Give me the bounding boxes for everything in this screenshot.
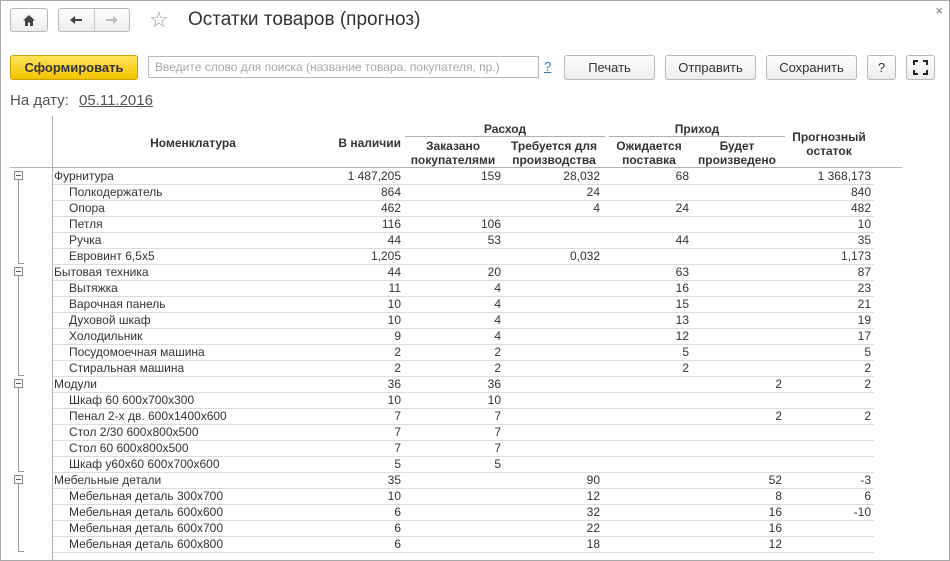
cell-required: 4 [593,201,600,215]
cell-ordered: 7 [494,409,501,423]
cell-stock: 1 487,205 [347,169,401,183]
header-expected: Ожидается поставка [616,139,682,167]
cell-expected [599,408,689,424]
cell-required [510,232,600,248]
date-label: На дату: [10,92,69,109]
header-required: Требуется для производства [511,139,597,167]
tree-line-end [18,375,24,376]
cell-produced: 2 [775,409,782,423]
cell-required [510,408,600,424]
cell-produced [692,184,782,200]
cell-expected [599,472,689,488]
cell-expected: 63 [675,265,689,279]
home-icon [22,14,36,27]
item-name: Мебельная деталь 600x700 [69,521,224,535]
item-name: Стол 2/30 600x800x500 [69,425,199,439]
cell-stock: 6 [394,505,401,519]
cell-forecast: -10 [853,505,871,519]
cell-ordered: 20 [487,265,501,279]
cell-required: 22 [586,521,600,535]
item-name: Мебельная деталь 300x700 [69,489,224,503]
cell-ordered: 53 [487,233,501,247]
header-ordered: Заказано покупателями [410,139,496,167]
item-name: Ручка [69,233,102,247]
cell-produced [692,200,782,216]
collapse-group-icon[interactable] [14,171,23,180]
tree-line-end [18,551,24,552]
cell-ordered: 4 [494,329,501,343]
cell-expected [599,248,689,264]
cell-forecast [781,440,871,456]
cell-ordered: 159 [480,169,501,183]
cell-expected: 15 [675,297,689,311]
cell-required [510,328,600,344]
item-name: Пенал 2-х дв. 600x1400x600 [69,409,227,423]
cell-stock: 5 [394,457,401,471]
cell-stock: 7 [394,441,401,455]
cell-expected [599,392,689,408]
cell-required: 0,032 [569,249,600,263]
row-divider [52,552,874,553]
cell-produced [692,232,782,248]
print-button[interactable]: Печать [564,55,655,80]
cell-stock: 7 [394,425,401,439]
cell-forecast: 17 [857,329,871,343]
cell-expected [599,184,689,200]
cell-forecast: -3 [860,473,871,487]
tree-line [18,276,19,375]
cell-forecast: 2 [864,409,871,423]
cell-expected [599,504,689,520]
cell-expected: 16 [675,281,689,295]
cell-forecast: 5 [864,345,871,359]
cell-required [510,216,600,232]
cell-produced: 16 [768,505,782,519]
cell-ordered: 7 [494,441,501,455]
cell-required [510,296,600,312]
cell-forecast: 2 [864,377,871,391]
cell-stock: 10 [387,393,401,407]
tree-line [18,388,19,471]
cell-ordered: 7 [494,425,501,439]
arrow-right-icon [105,15,119,25]
cell-required [510,344,600,360]
cell-ordered: 4 [494,281,501,295]
cell-produced [692,248,782,264]
name-column-border [52,168,53,560]
cell-forecast: 21 [857,297,871,311]
group-name: Модули [54,377,97,391]
help-button[interactable]: ? [867,55,896,80]
forward-button[interactable] [95,9,130,31]
cell-expected [599,536,689,552]
cell-required: 90 [586,473,600,487]
search-input[interactable]: Введите слово для поиска (название товара, покупателя, пр.) [148,56,539,78]
cell-required [510,264,600,280]
item-name: Холодильник [69,329,143,343]
date-value[interactable]: 05.11.2016 [79,92,153,109]
cell-required [510,280,600,296]
cell-forecast: 10 [857,217,871,231]
cell-forecast [781,392,871,408]
header-nomenclature: Номенклатура [150,136,236,150]
cell-stock: 36 [387,377,401,391]
cell-produced [692,296,782,312]
cell-ordered: 36 [487,377,501,391]
cell-forecast: 19 [857,313,871,327]
cell-required [510,424,600,440]
cell-expected [599,520,689,536]
cell-stock: 44 [387,233,401,247]
cell-forecast [781,536,871,552]
cell-ordered [411,504,501,520]
favorite-star-icon[interactable]: ☆ [149,7,169,32]
cell-expected: 44 [675,233,689,247]
group-name: Мебельные детали [54,473,162,487]
cell-forecast: 35 [857,233,871,247]
report-table [1,116,949,560]
item-name: Стол 60 600x800x500 [69,441,189,455]
item-name: Шкаф у60х60 600x700x600 [69,457,220,471]
cell-required: 24 [586,185,600,199]
cell-produced [692,216,782,232]
cell-stock: 7 [394,409,401,423]
group-name: Фурнитура [54,169,114,183]
arrow-left-icon [69,15,83,25]
cell-produced [692,312,782,328]
cell-produced [692,392,782,408]
cell-stock: 10 [387,489,401,503]
cell-required [510,392,600,408]
send-button[interactable]: Отправить [665,55,756,80]
cell-stock: 9 [394,329,401,343]
item-name: Вытяжка [69,281,118,295]
item-name: Стиральная машина [69,361,185,375]
cell-ordered: 106 [480,217,501,231]
save-button[interactable]: Сохранить [766,55,857,80]
cell-expected: 5 [682,345,689,359]
cell-ordered: 4 [494,313,501,327]
cell-stock: 10 [387,313,401,327]
cell-ordered [411,472,501,488]
cell-stock: 44 [387,265,401,279]
cell-stock: 864 [380,185,401,199]
header-produced: Будет произведено [697,139,776,167]
cell-ordered [411,184,501,200]
close-icon[interactable]: × [935,3,943,18]
cell-forecast: 6 [864,489,871,503]
cell-stock: 1,205 [370,249,401,263]
cell-produced [692,328,782,344]
cell-required: 28,032 [563,169,600,183]
collapse-group-icon[interactable] [14,379,23,388]
cell-required [510,360,600,376]
cell-ordered: 2 [494,345,501,359]
cell-required [510,376,600,392]
cell-required: 12 [586,489,600,503]
item-name: Мебельная деталь 600x600 [69,505,224,519]
cell-ordered [411,200,501,216]
fullscreen-button[interactable] [906,55,935,80]
cell-required [510,456,600,472]
item-name: Петля [69,217,103,231]
cell-ordered: 5 [494,457,501,471]
cell-forecast: 2 [864,361,871,375]
back-button[interactable] [59,9,95,31]
page-title: Остатки товаров (прогноз) [188,9,421,30]
cell-stock: 2 [394,361,401,375]
cell-produced [692,360,782,376]
header-forecast: Прогнозный остаток [792,130,866,158]
cell-ordered: 10 [487,393,501,407]
cell-stock: 6 [394,521,401,535]
item-name: Полкодержатель [69,185,163,199]
cell-stock: 2 [394,345,401,359]
item-name: Опора [69,201,105,215]
cell-expected: 2 [682,361,689,375]
collapse-group-icon[interactable] [14,475,23,484]
cell-expected [599,376,689,392]
cell-stock: 116 [381,217,401,231]
cell-produced [692,456,782,472]
header-income-line [609,136,785,137]
navigation-group [58,8,130,32]
cell-expected [599,488,689,504]
cell-stock: 6 [394,537,401,551]
fullscreen-icon [913,60,928,75]
cell-produced [692,440,782,456]
cell-required [510,312,600,328]
header-income: Приход [674,122,720,136]
tree-line-end [18,263,24,264]
cell-required [510,440,600,456]
cell-stock: 462 [380,201,401,215]
cell-expected: 12 [675,329,689,343]
cell-forecast: 482 [850,201,871,215]
cell-stock: 10 [387,297,401,311]
item-name: Мебельная деталь 600x800 [69,537,224,551]
cell-expected [599,216,689,232]
header-expense-line [405,136,605,137]
cell-expected [599,424,689,440]
cell-forecast: 1 368,173 [817,169,871,183]
cell-expected [599,440,689,456]
cell-produced [692,424,782,440]
item-name: Варочная панель [69,297,166,311]
cell-forecast: 87 [857,265,871,279]
cell-produced: 12 [768,537,782,551]
cell-produced: 8 [775,489,782,503]
item-name: Шкаф 60 600x700x300 [69,393,195,407]
collapse-group-icon[interactable] [14,267,23,276]
cell-forecast: 840 [850,185,871,199]
cell-produced [692,344,782,360]
cell-expected: 24 [675,201,689,215]
cell-ordered: 4 [494,297,501,311]
tree-line [18,180,19,263]
cell-ordered: 2 [494,361,501,375]
cell-stock: 35 [387,473,401,487]
home-button[interactable] [10,8,48,32]
cell-produced [692,264,782,280]
group-name: Бытовая техника [54,265,149,279]
header-in-stock: В наличии [338,136,401,150]
cell-produced: 2 [775,377,782,391]
cell-expected: 68 [675,169,689,183]
cell-forecast [781,520,871,536]
cell-ordered [411,536,501,552]
cell-produced: 52 [768,473,782,487]
search-help-link[interactable]: ? [544,59,552,74]
cell-expected [599,456,689,472]
tree-line-end [18,471,24,472]
cell-produced [692,280,782,296]
tree-line [18,484,19,551]
item-name: Духовой шкаф [69,313,151,327]
cell-forecast [781,456,871,472]
item-name: Посудомоечная машина [69,345,205,359]
cell-expected: 13 [675,313,689,327]
cell-ordered [411,520,501,536]
cell-stock: 11 [388,281,401,295]
cell-forecast [781,424,871,440]
cell-forecast: 23 [857,281,871,295]
cell-forecast: 1,173 [840,249,871,263]
generate-button[interactable]: Сформировать [10,55,138,80]
cell-produced: 16 [768,521,782,535]
cell-ordered [411,248,501,264]
cell-required: 18 [586,537,600,551]
header-expense: Расход [483,122,527,136]
cell-required: 32 [586,505,600,519]
cell-produced [692,168,782,184]
item-name: Евровинт 6,5x5 [69,249,155,263]
cell-ordered [411,488,501,504]
